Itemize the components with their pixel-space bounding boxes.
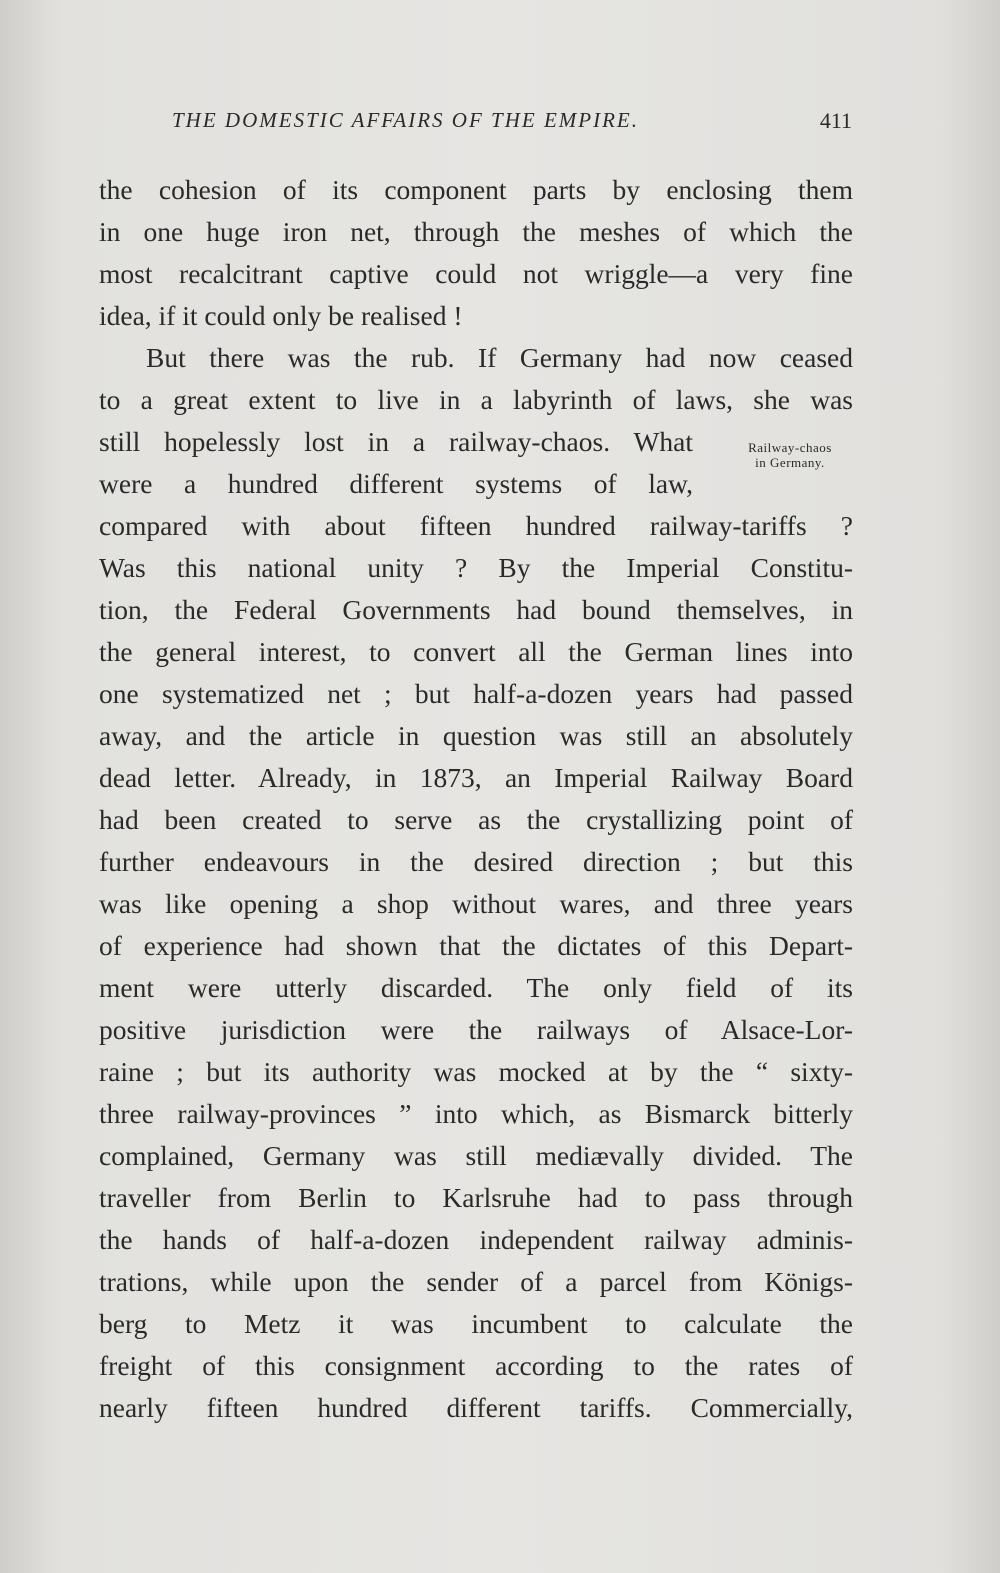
- text-line: trations, while upon the sender of a parcel from Königs-: [99, 1266, 853, 1297]
- page-number: 411: [819, 108, 852, 133]
- text-line: one systematized net ; but half-a-dozen years had passed: [99, 678, 853, 709]
- text-line: dead letter. Already, in 1873, an Imperial Railway Board: [99, 762, 853, 793]
- text-line: still hopelessly lost in a railway-chaos. What: [99, 426, 693, 457]
- text-line: raine ; but its authority was mocked at by the “ sixty-: [99, 1056, 853, 1087]
- text-line: traveller from Berlin to Karlsruhe had to pass through: [99, 1182, 853, 1213]
- text-line: of experience had shown that the dictates of this Depart-: [99, 930, 853, 961]
- text-line: idea, if it could only be realised !: [99, 300, 463, 331]
- text-line: complained, Germany was still mediævally divided. The: [99, 1140, 853, 1171]
- text-line: freight of this consignment according to the rates of: [99, 1350, 853, 1381]
- text-line: had been created to serve as the crystallizing point of: [99, 804, 853, 835]
- text-line: three railway-provinces ” into which, as Bismarck bitterly: [99, 1098, 853, 1129]
- margin-note: [720, 440, 860, 470]
- margin-note-line: Railway-chaos: [748, 440, 832, 455]
- running-head: [172, 108, 852, 142]
- text-line: berg to Metz it was incumbent to calculate the: [99, 1308, 853, 1339]
- margin-note-line: in Germany.: [755, 455, 825, 470]
- text-line: the cohesion of its component parts by enclosing them: [99, 174, 853, 205]
- chapter-title: THE DOMESTIC AFFAIRS OF THE EMPIRE.: [172, 108, 640, 132]
- text-line: was like opening a shop without wares, and three years: [99, 888, 853, 919]
- text-line: nearly fifteen hundred different tariffs. Commercially,: [99, 1392, 853, 1423]
- text-line: Was this national unity ? By the Imperial Constitu-: [99, 552, 853, 583]
- text-line: away, and the article in question was still an absolutely: [99, 720, 853, 751]
- text-line: the general interest, to convert all the German lines into: [99, 636, 853, 667]
- text-line: further endeavours in the desired direction ; but this: [99, 846, 853, 877]
- text-line: positive jurisdiction were the railways of Alsace-Lor-: [99, 1014, 853, 1045]
- text-line: ment were utterly discarded. The only field of its: [99, 972, 853, 1003]
- text-line: compared with about fifteen hundred railway-tariffs ?: [99, 510, 853, 541]
- text-line: tion, the Federal Governments had bound themselves, in: [99, 594, 853, 625]
- text-line: in one huge iron net, through the meshes of which the: [99, 216, 853, 247]
- text-line: But there was the rub. If Germany had now ceased: [146, 342, 853, 373]
- text-line: the hands of half-a-dozen independent railway adminis-: [99, 1224, 853, 1255]
- text-line: most recalcitrant captive could not wriggle—a very fine: [99, 258, 853, 289]
- text-line: to a great extent to live in a labyrinth of laws, she was: [99, 384, 853, 415]
- text-line: were a hundred different systems of law,: [99, 468, 693, 499]
